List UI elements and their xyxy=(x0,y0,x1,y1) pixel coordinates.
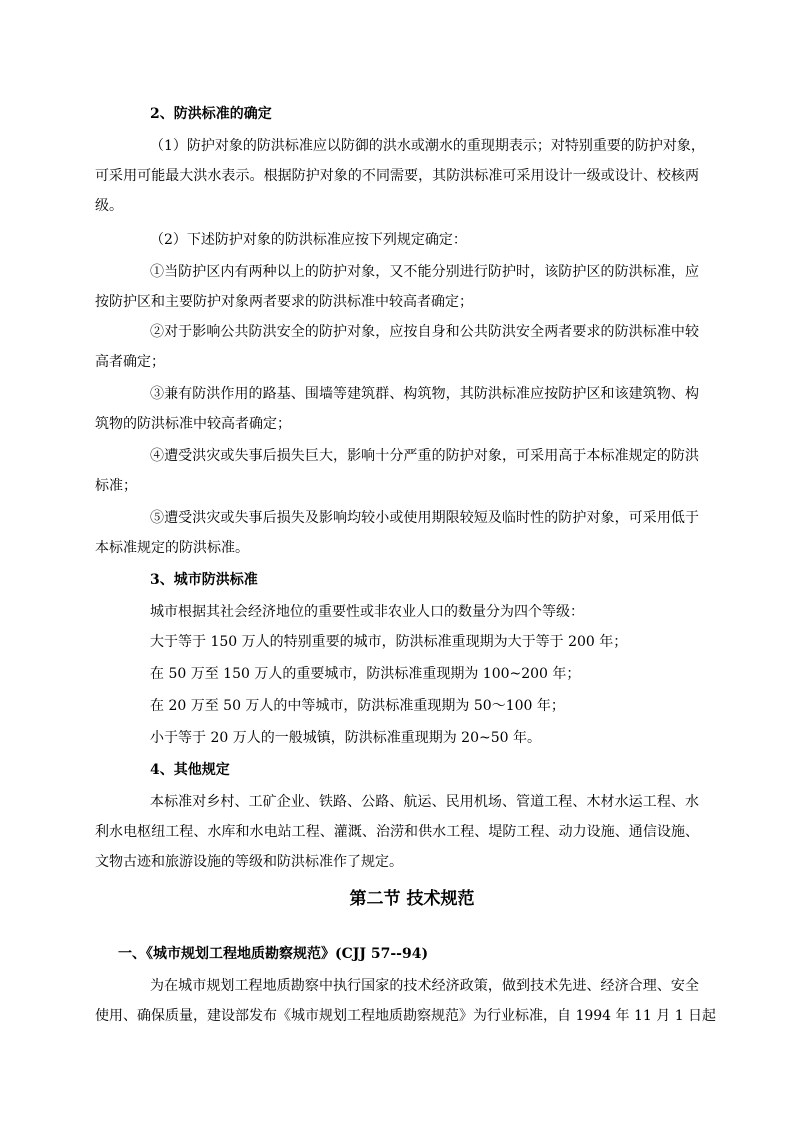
list-item-line: 在 50 万至 150 万人的重要城市，防洪标准重现期为 100~200 年； xyxy=(150,666,581,682)
list-item-line: 小于等于 20 万人的一般城镇，防洪标准重现期为 20~50 年。 xyxy=(150,730,541,746)
heading-flood-standard-determination: 2、防洪标准的确定 xyxy=(150,106,272,122)
chapter-title: 第二节 技术规范 xyxy=(349,889,475,909)
list-item-line: ①当防护区内有两种以上的防护对象，又不能分别进行防护时，该防护区的防洪标准，应 xyxy=(150,264,699,280)
paragraph-line: 使用、确保质量，建设部发布《城市规划工程地质勘察规范》为行业标准，自 1994 年 11 月 1 日起 xyxy=(95,1008,717,1024)
list-item-line: 大于等于 150 万人的特别重要的城市，防洪标准重现期为大于等于 200 年； xyxy=(150,634,628,650)
list-item-line: ②对于影响公共防洪安全的防护对象，应按自身和公共防洪安全两者要求的防洪标准中较 xyxy=(150,324,699,340)
list-item-line: ③兼有防洪作用的路基、围墙等建筑群、构筑物，其防洪标准应按防护区和该建筑物、构 xyxy=(150,386,699,402)
subsection-heading: 一、《城市规划工程地质勘察规范》(CJJ 57--94) xyxy=(118,946,429,962)
paragraph-line: 城市根据其社会经济地位的重要性或非农业人口的数量分为四个等级： xyxy=(150,604,584,620)
paragraph-line: 文物古迹和旅游设施的等级和防洪标准作了规定。 xyxy=(95,854,403,870)
list-item-line: ⑤遭受洪灾或失事后损失及影响均较小或使用期限较短及临时性的防护对象，可采用低于 xyxy=(150,510,699,526)
list-item-line: 在 20 万至 50 万人的中等城市，防洪标准重现期为 50～100 年； xyxy=(150,698,565,714)
list-item-line: ④遭受洪灾或失事后损失巨大，影响十分严重的防护对象，可采用高于本标准规定的防洪 xyxy=(150,448,699,464)
heading-city-flood-standard: 3、城市防洪标准 xyxy=(150,572,258,588)
paragraph-line: 本标准对乡村、工矿企业、铁路、公路、航运、民用机场、管道工程、木材水运工程、水 xyxy=(150,794,699,810)
paragraph-line: 利水电枢纽工程、水库和水电站工程、灌溉、治涝和供水工程、堤防工程、动力设施、通信设施、 xyxy=(95,824,699,840)
list-item-line: 标准； xyxy=(95,478,137,494)
list-item-line: 筑物的防洪标准中较高者确定； xyxy=(95,416,291,432)
list-item-line: 高者确定； xyxy=(95,354,165,370)
paragraph-line: （1）防护对象的防洪标准应以防御的洪水或潮水的重现期表示；对特别重要的防护对象， xyxy=(150,138,705,154)
list-item-line: 按防护区和主要防护对象两者要求的防洪标准中较高者确定； xyxy=(95,294,473,310)
paragraph-line: （2）下述防护对象的防洪标准应按下列规定确定： xyxy=(150,232,467,248)
paragraph-line: 可采用可能最大洪水表示。根据防护对象的不同需要，其防洪标准可采用设计一级或设计、校核两 xyxy=(95,168,699,184)
list-item-line: 本标准规定的防洪标准。 xyxy=(95,540,249,556)
heading-other-rules: 4、其他规定 xyxy=(150,762,230,778)
paragraph-line: 为在城市规划工程地质勘察中执行国家的技术经济政策，做到技术先进、经济合理、安全 xyxy=(150,978,699,994)
paragraph-line: 级。 xyxy=(95,198,123,214)
